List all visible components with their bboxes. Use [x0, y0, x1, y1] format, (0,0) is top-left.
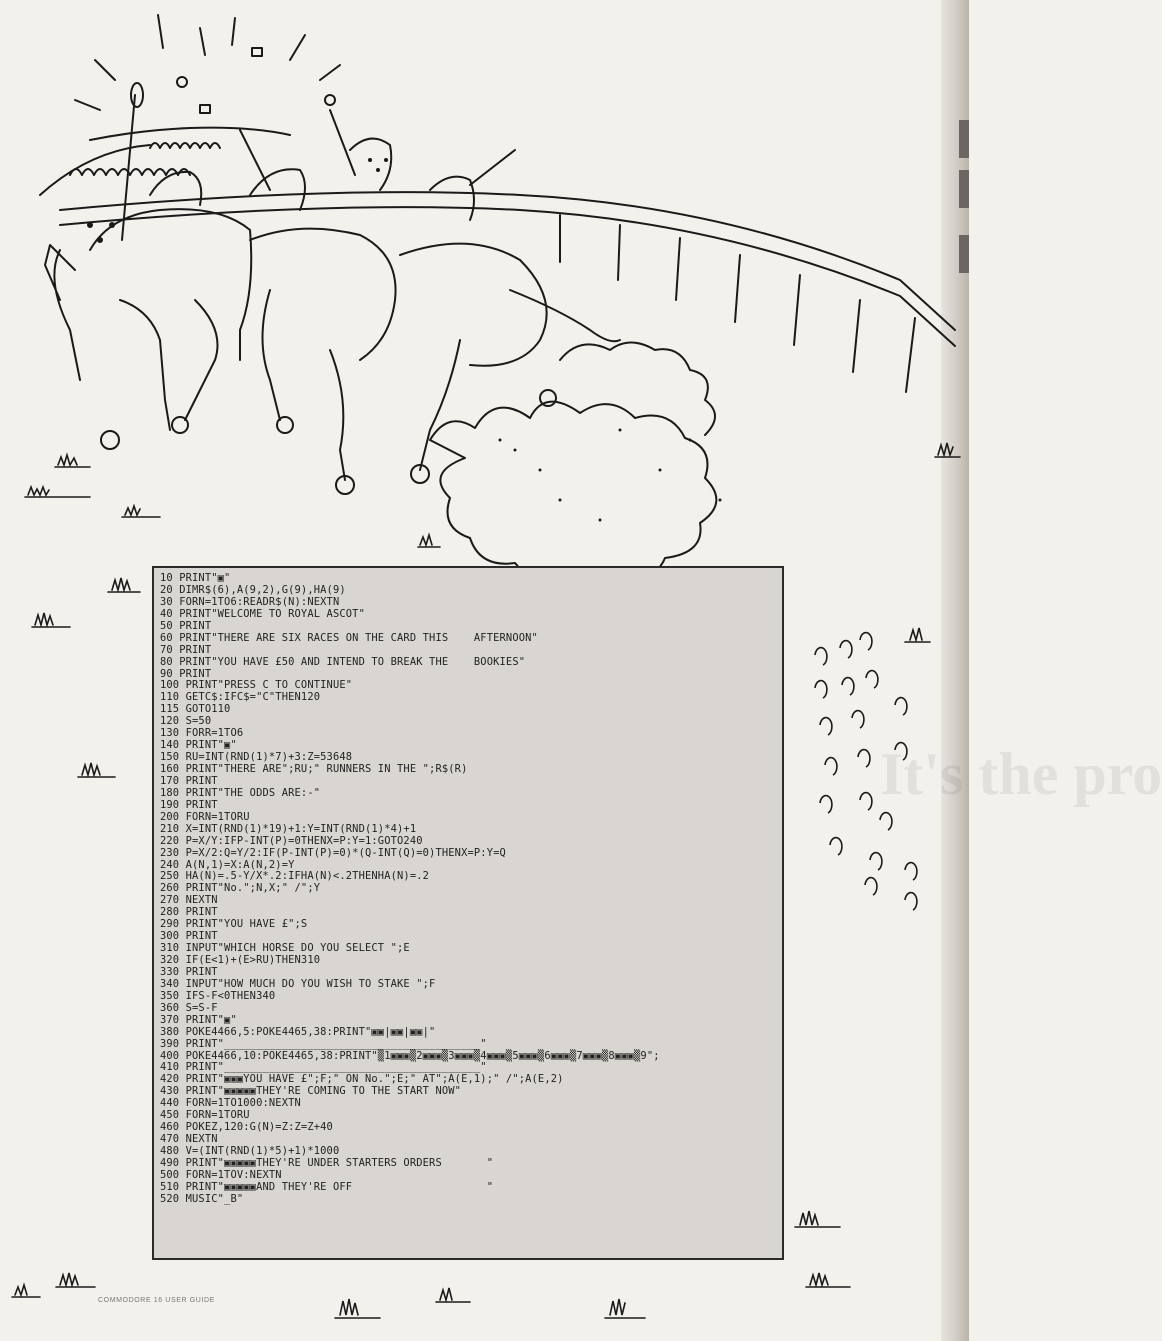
code-line: 270 NEXTN [160, 894, 218, 907]
code-line: 50 PRINT [160, 619, 212, 632]
code-line: 330 PRINT [160, 965, 218, 978]
code-line: 300 PRINT [160, 930, 218, 943]
code-line: 60 PRINT"THERE ARE SIX RACES ON THE CARD THIS AFTERNOON" [160, 631, 538, 644]
code-line: 410 PRINT"________________________________________" [160, 1061, 487, 1074]
code-line: 40 PRINT"WELCOME TO ROYAL ASCOT" [160, 607, 365, 620]
code-line: 190 PRINT [160, 798, 218, 811]
code-line: 290 PRINT"YOU HAVE £";S [160, 918, 308, 931]
code-line: 115 GOTO110 [160, 703, 231, 716]
code-line: 150 RU=INT(RND(1)*7)+3:Z=53648 [160, 751, 353, 764]
code-line: 90 PRINT [160, 667, 212, 680]
bleed-through-text: It's the pro [880, 741, 1162, 807]
code-line: 250 HA(N)=.5-Y/X*.2:IFHA(N)<.2THENHA(N)=.2 [160, 870, 430, 883]
code-line: 160 PRINT"THERE ARE";RU;" RUNNERS IN THE ";R$(R) [160, 763, 468, 775]
code-line: 100 PRINT"PRESS C TO CONTINUE" [160, 679, 353, 692]
code-line: 360 S=S-F [160, 1001, 218, 1014]
code-line: 30 FORN=1TO6:READR$(N):NEXTN [160, 595, 340, 608]
code-line: 210 X=INT(RND(1)*19)+1:Y=INT(RND(1)*4)+1 [160, 822, 417, 835]
code-line: 240 A(N,1)=X:A(N,2)=Y [160, 858, 295, 871]
code-line: 230 P=X/2:Q=Y/2:IF(P-INT(P)=0)*(Q-INT(Q)=0)THENX=P:Y=Q [160, 846, 506, 859]
basic-program-listing [152, 566, 784, 1260]
code-line: 310 INPUT"WHICH HORSE DO YOU SELECT ";E [160, 942, 410, 955]
code-line: 320 IF(E<1)+(E>RU)THEN310 [160, 954, 321, 966]
code-line: 400 POKE4466,10:POKE4465,38:PRINT"▒1▣▣▣▒2▣▣▣▒3▣▣▣▒4▣▣▣▒5▣▣▣▒6▣▣▣▒7▣▣▣▒8▣▣▣▒9"; [160, 1049, 660, 1062]
code-line: 140 PRINT"▣" [160, 739, 237, 752]
code-line: 220 P=X/Y:IFP-INT(P)=0THENX=P:Y=1:GOTO240 [160, 834, 423, 847]
code-line: 390 PRINT"________________________________________" [160, 1037, 487, 1050]
page-footer: COMMODORE 16 USER GUIDE [98, 1297, 215, 1304]
code-line: 10 PRINT"▣" [160, 572, 231, 584]
code-line: 500 FORN=1TOV:NEXTN [160, 1168, 282, 1181]
code-line: 260 PRINT"No.";N,X;" /";Y [160, 882, 321, 895]
code-line: 470 NEXTN [160, 1133, 218, 1146]
code-line: 370 PRINT"▣" [160, 1013, 237, 1026]
code-line: 350 IFS-F<0THEN340 [160, 989, 276, 1002]
code-line: 450 FORN=1TORU [160, 1109, 250, 1122]
code-line: 480 V=(INT(RND(1)*5)+1)*1000 [160, 1145, 340, 1157]
code-line: 200 FORN=1TORU [160, 810, 250, 823]
code-line: 380 POKE4466,5:POKE4465,38:PRINT"▣▣|▣▣|▣▣|" [160, 1025, 436, 1038]
code-line: 120 S=50 [160, 715, 212, 728]
code-line: 520 MUSIC"_B" [160, 1192, 244, 1205]
code-line: 170 PRINT [160, 774, 218, 787]
code-line: 440 FORN=1TO1000:NEXTN [160, 1097, 301, 1110]
code-line: 110 GETC$:IFC$="C"THEN120 [160, 691, 321, 704]
code-line: 510 PRINT"▣▣▣▣▣AND THEY'RE OFF " [160, 1180, 494, 1193]
code-line: 490 PRINT"▣▣▣▣▣THEY'RE UNDER STARTERS ORDERS " [160, 1156, 494, 1169]
code-line: 80 PRINT"YOU HAVE £50 AND INTEND TO BREAK THE BOOKIES" [160, 655, 526, 668]
listing-lines [160, 573, 776, 1206]
code-line: 130 FORR=1TO6 [160, 727, 244, 740]
code-line: 180 PRINT"THE ODDS ARE:-" [160, 786, 321, 799]
code-line: 280 PRINT [160, 906, 218, 919]
code-line: 20 DIMR$(6),A(9,2),G(9),HA(9) [160, 583, 346, 596]
code-line: 70 PRINT [160, 643, 212, 656]
code-line: 430 PRINT"▣▣▣▣▣THEY'RE COMING TO THE START NOW" [160, 1085, 462, 1098]
code-line: 340 INPUT"HOW MUCH DO YOU WISH TO STAKE ";F [160, 977, 436, 990]
code-line: 460 POKEZ,120:G(N)=Z:Z=Z+40 [160, 1121, 333, 1134]
code-line: 420 PRINT"▣▣▣YOU HAVE £";F;" ON No.";E;" AT";A(E,1);" /";A(E,2) [160, 1073, 564, 1086]
